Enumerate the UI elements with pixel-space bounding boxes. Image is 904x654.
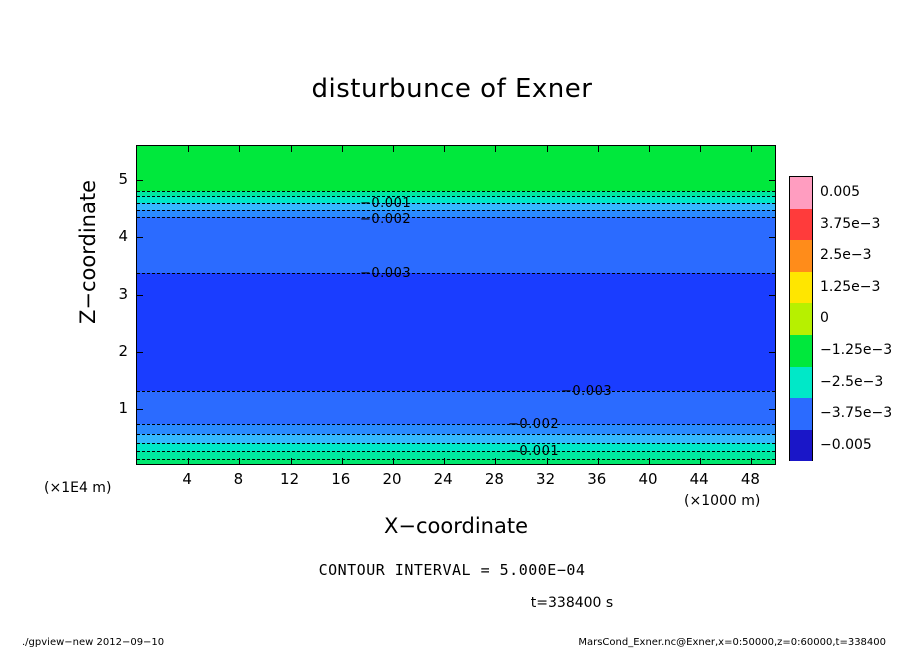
contour-band <box>137 210 775 217</box>
contour-line <box>137 203 775 204</box>
colorbar-cell <box>790 303 812 335</box>
x-axis-units: (×1000 m) <box>684 493 761 509</box>
x-tick-label: 20 <box>382 470 402 488</box>
colorbar-label: 0 <box>820 310 829 327</box>
x-tick <box>649 458 650 464</box>
y-tick <box>137 180 143 181</box>
x-axis-title: X−coordinate <box>384 514 528 538</box>
contour-band <box>137 424 775 434</box>
contour-line <box>137 451 775 452</box>
x-tick <box>751 146 752 152</box>
y-tick-label: 4 <box>118 227 128 246</box>
contour-line <box>137 217 775 218</box>
contour-line <box>137 434 775 435</box>
y-tick-label: 3 <box>118 284 128 303</box>
x-tick-label: 32 <box>536 470 556 488</box>
x-tick <box>444 146 445 152</box>
colorbar-cell <box>790 430 812 462</box>
y-tick-label: 1 <box>118 398 128 417</box>
y-tick <box>769 409 775 410</box>
colorbar-cell <box>790 177 812 209</box>
x-tick <box>649 146 650 152</box>
x-tick <box>342 146 343 152</box>
footer-right-text: MarsCond_Exner.nc@Exner,x=0:50000,z=0:60000,t=338400 <box>578 637 886 648</box>
contour-label: −0.002 <box>508 417 560 432</box>
contour-line <box>137 424 775 425</box>
y-tick-label: 2 <box>118 341 128 360</box>
x-tick-label: 8 <box>233 470 244 488</box>
x-tick <box>188 146 189 152</box>
x-tick <box>393 458 394 464</box>
contour-interval-label: CONTOUR INTERVAL = 5.000E−04 <box>318 561 586 579</box>
x-tick-label: 40 <box>638 470 658 488</box>
x-tick <box>700 146 701 152</box>
colorbar-cell <box>790 398 812 430</box>
x-tick-label: 12 <box>280 470 300 488</box>
contour-line <box>137 273 775 274</box>
y-tick <box>769 352 775 353</box>
contour-band <box>137 451 775 459</box>
time-stamp-label: t=338400 s <box>530 595 614 611</box>
y-tick <box>769 237 775 238</box>
x-tick <box>700 458 701 464</box>
x-tick-label: 48 <box>740 470 760 488</box>
colorbar-label: 0.005 <box>820 184 861 200</box>
x-tick <box>751 458 752 464</box>
contour-line <box>137 459 775 460</box>
x-tick-label: 24 <box>433 470 453 488</box>
contour-band <box>137 196 775 203</box>
x-tick <box>495 146 496 152</box>
x-tick <box>393 146 394 152</box>
colorbar-cell <box>790 335 812 367</box>
contour-label: −0.003 <box>561 384 613 399</box>
x-tick-label: 28 <box>484 470 504 488</box>
y-tick <box>769 180 775 181</box>
x-tick-label: 16 <box>331 470 351 488</box>
x-tick-label: 4 <box>182 470 192 488</box>
contour-band <box>137 434 775 443</box>
colorbar-label: −2.5e−3 <box>820 373 884 390</box>
contour-line <box>137 443 775 444</box>
colorbar-label: 2.5e−3 <box>820 247 872 264</box>
x-tick <box>291 458 292 464</box>
contour-label: −0.003 <box>360 266 412 281</box>
contour-label: −0.002 <box>360 212 412 227</box>
x-tick <box>342 458 343 464</box>
y-tick <box>137 295 143 296</box>
y-tick <box>137 237 143 238</box>
colorbar <box>789 176 813 461</box>
y-tick <box>137 352 143 353</box>
x-tick <box>239 146 240 152</box>
x-tick <box>598 146 599 152</box>
colorbar-cell <box>790 367 812 399</box>
contour-band <box>137 146 775 191</box>
colorbar-label: 1.25e−3 <box>820 278 881 295</box>
x-tick <box>547 146 548 152</box>
x-tick <box>598 458 599 464</box>
contour-line <box>137 196 775 197</box>
y-axis-units: (×1E4 m) <box>44 480 112 496</box>
y-axis-title: Z−coordinate <box>76 180 100 324</box>
contour-label: −0.001 <box>360 196 412 211</box>
contour-line <box>137 191 775 192</box>
colorbar-label: −0.005 <box>820 436 872 453</box>
x-tick-label: 36 <box>587 470 607 488</box>
contour-label: −0.001 <box>508 444 560 459</box>
x-tick <box>239 458 240 464</box>
colorbar-label: −3.75e−3 <box>820 405 893 422</box>
colorbar-cell <box>790 240 812 272</box>
colorbar-cell <box>790 209 812 241</box>
y-tick-label: 5 <box>118 170 128 189</box>
footer-left-text: ./gpview−new 2012−09−10 <box>22 637 165 648</box>
contour-band <box>137 203 775 210</box>
plot-area <box>136 145 776 465</box>
colorbar-label: −1.25e−3 <box>820 342 893 358</box>
contour-line <box>137 391 775 392</box>
y-tick <box>137 409 143 410</box>
colorbar-label: 3.75e−3 <box>820 215 881 232</box>
contour-line <box>137 210 775 211</box>
contour-band <box>137 443 775 451</box>
x-tick-label: 44 <box>689 470 709 488</box>
x-tick <box>495 458 496 464</box>
contour-band <box>137 273 775 391</box>
x-tick <box>188 458 189 464</box>
contour-band <box>137 217 775 273</box>
x-tick <box>291 146 292 152</box>
contour-band <box>137 391 775 424</box>
y-tick <box>769 295 775 296</box>
x-tick <box>547 458 548 464</box>
x-tick <box>444 458 445 464</box>
colorbar-cell <box>790 272 812 304</box>
page-title: disturbunce of Exner <box>311 74 593 104</box>
